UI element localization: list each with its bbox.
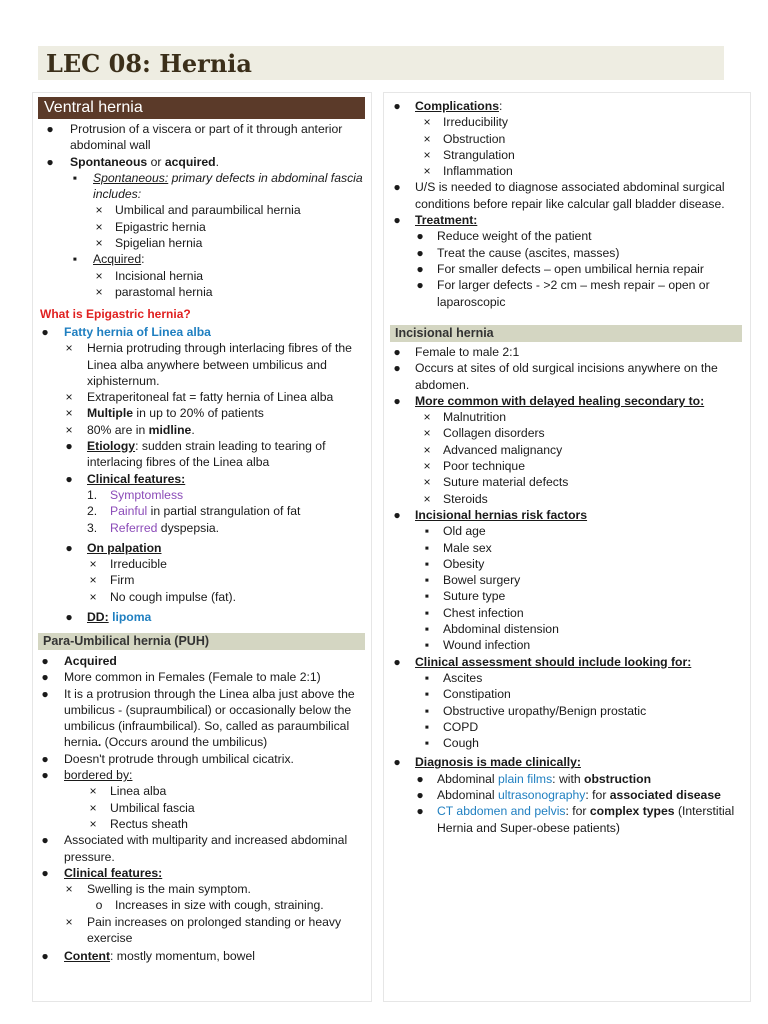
list-item: ● CT abdomen and pelvis: for complex types (Interstitial Hernia and Super-obese patients) xyxy=(416,804,735,835)
list-item: ● Female to male 2:1 xyxy=(393,345,520,359)
list-item: ▪ Abdominal distension xyxy=(424,622,559,637)
list-item: ▪ Constipation xyxy=(424,687,511,702)
list-item: × Multiple in up to 20% of patients xyxy=(65,406,264,421)
complications-section xyxy=(390,98,746,310)
list-item: × Pain increases on prolonged standing or heavy exercise xyxy=(65,914,342,946)
list-item: ● Doesn't protrude through umbilical cicatrix. xyxy=(41,751,294,766)
list-item: ▪ Bowel surgery xyxy=(424,573,521,588)
list-item: ● Complications: xyxy=(393,99,503,113)
treatment-list xyxy=(390,228,746,309)
list-item: × Inflammation xyxy=(423,164,513,179)
puh-section xyxy=(38,653,368,965)
list-item: ● More common with delayed healing secondary to: xyxy=(393,393,705,408)
list-item: × Malnutrition xyxy=(423,410,506,425)
list-item: ● DD: lipoma xyxy=(65,610,152,625)
list-item: × Umbilical fascia xyxy=(89,800,195,815)
list-item: ● Incisional hernias risk factors xyxy=(393,507,588,522)
list-item: ▪ Old age xyxy=(424,524,486,539)
list-item: ● Clinical assessment should include looking for: xyxy=(393,654,692,669)
list-item: × Spigelian hernia xyxy=(95,236,203,251)
list-item: 3. Referred dyspepsia. xyxy=(87,520,220,535)
ventral-hernia-header: Ventral hernia xyxy=(38,97,365,119)
list-item: × Collagen disorders xyxy=(423,426,545,441)
list-item: ▪ Wound infection xyxy=(424,638,531,653)
list-item: ● Abdominal plain films: with obstruction xyxy=(416,771,652,786)
list-item: ▪ Male sex xyxy=(424,540,492,555)
list-item: ▪ Obstructive uropathy/Benign prostatic xyxy=(424,703,647,718)
puh-header: Para-Umbilical hernia (PUH) xyxy=(38,633,365,650)
list-item: × Obstruction xyxy=(423,131,506,146)
list-item: ▪ Suture type xyxy=(424,589,506,604)
list-item: ● Associated with multiparity and increased abdominal pressure. xyxy=(41,833,348,864)
list-item: ● More common in Females (Female to male 2:1) xyxy=(41,670,321,685)
list-item: × Irreducible xyxy=(89,557,167,572)
list-item: × Incisional hernia xyxy=(95,268,204,283)
list-item: ● Treat the cause (ascites, masses) xyxy=(416,245,620,260)
list-item: × 80% are in midline. xyxy=(65,422,195,437)
list-item: ● Spontaneous or acquired. xyxy=(46,154,220,169)
epigastric-section xyxy=(38,324,368,625)
spontaneous-list xyxy=(38,202,368,251)
list-item: × Irreducibility xyxy=(423,115,509,130)
list-item: o Increases in size with cough, straining. xyxy=(95,898,324,913)
list-item: ● Protrusion of a viscera or part of it through anterior abdominal wall xyxy=(46,122,343,153)
list-item: × Hernia protruding through interlacing fibres of the Linea alba anywhere between umbilicus and xiphisternum. xyxy=(65,341,352,388)
list-item: ● For larger defects - >2 cm – mesh repair – open or laparoscopic xyxy=(416,278,710,309)
list-item: ● Occurs at sites of old surgical incisions anywhere on the abdomen. xyxy=(393,361,718,392)
list-item: × Poor technique xyxy=(423,459,525,474)
bordered-list xyxy=(38,783,368,832)
list-item: × Strangulation xyxy=(423,147,515,162)
list-item: ● Acquired xyxy=(41,654,117,668)
list-item: ● On palpation xyxy=(65,540,162,555)
risk-factors-list xyxy=(390,523,746,653)
list-item: ▪ Ascites xyxy=(424,670,483,685)
list-item: ▪ Spontaneous: primary defects in abdominal fascia includes: xyxy=(72,170,363,202)
incisional-header: Incisional hernia xyxy=(390,325,742,342)
list-item: ▪ Chest infection xyxy=(424,605,524,620)
acquired-list xyxy=(38,268,368,301)
list-item: ● bordered by: xyxy=(41,768,133,783)
assessment-list xyxy=(390,670,746,751)
list-item: ● Abdominal ultrasonography: for associated disease xyxy=(416,788,721,803)
list-item: × Rectus sheath xyxy=(89,816,188,831)
list-item: ● Clinical features: xyxy=(41,865,163,880)
list-item: × Epigastric hernia xyxy=(95,219,206,234)
incisional-section xyxy=(390,344,746,836)
list-item: × Suture material defects xyxy=(423,475,569,490)
list-item: × Linea alba xyxy=(89,784,167,799)
ventral-hernia-section xyxy=(38,121,368,300)
list-item: ▪ Obesity xyxy=(424,556,485,571)
list-item: 1. Symptomless xyxy=(87,487,184,502)
list-item: ● Treatment: xyxy=(393,213,478,228)
list-item: × Steroids xyxy=(423,491,488,506)
list-item: × Extraperitoneal fat = fatty hernia of Linea alba xyxy=(65,390,334,405)
list-item: × Firm xyxy=(89,573,135,588)
list-item: ● It is a protrusion through the Linea alba just above the umbilicus - (supraumbilical) or occasionally below the umbilicus (infraumbilical). So, called as paraumbilical hernia. (Occurs around the umbilicus) xyxy=(41,686,355,750)
list-item: × Umbilical and paraumbilical hernia xyxy=(95,203,301,218)
list-item: ● For smaller defects – open umbilical hernia repair xyxy=(416,261,704,276)
list-item: × Swelling is the main symptom. xyxy=(65,882,251,897)
list-item: ● Reduce weight of the patient xyxy=(416,229,592,244)
list-item: ● Content: mostly momentum, bowel xyxy=(41,949,255,964)
epigastric-question: What is Epigastric hernia? xyxy=(40,307,191,321)
title-bar xyxy=(38,46,724,80)
list-item: ● Diagnosis is made clinically: xyxy=(393,755,581,770)
list-item: 2. Painful in partial strangulation of fat xyxy=(87,504,301,519)
list-item: ● Etiology: sudden strain leading to tearing of interlacing fibres of the Linea alba xyxy=(65,439,326,470)
page-title: LEC 08: Hernia xyxy=(46,49,252,78)
delayed-healing-list xyxy=(390,409,746,507)
list-item: × Advanced malignancy xyxy=(423,442,563,457)
complications-list xyxy=(390,114,746,179)
list-item: ▪ COPD xyxy=(424,719,479,734)
list-item: ● Fatty hernia of Linea alba xyxy=(41,325,211,339)
list-item: ● Clinical features: xyxy=(65,471,186,486)
list-item: ● U/S is needed to diagnose associated abdominal surgical conditions before repair like calcular gall bladder disease. xyxy=(393,180,725,211)
list-item: × parastomal hernia xyxy=(95,284,213,299)
list-item: ▪ Acquired: xyxy=(72,252,145,267)
palpation-list xyxy=(38,556,368,605)
list-item: ▪ Cough xyxy=(424,736,479,751)
list-item: × No cough impulse (fat). xyxy=(89,589,236,604)
